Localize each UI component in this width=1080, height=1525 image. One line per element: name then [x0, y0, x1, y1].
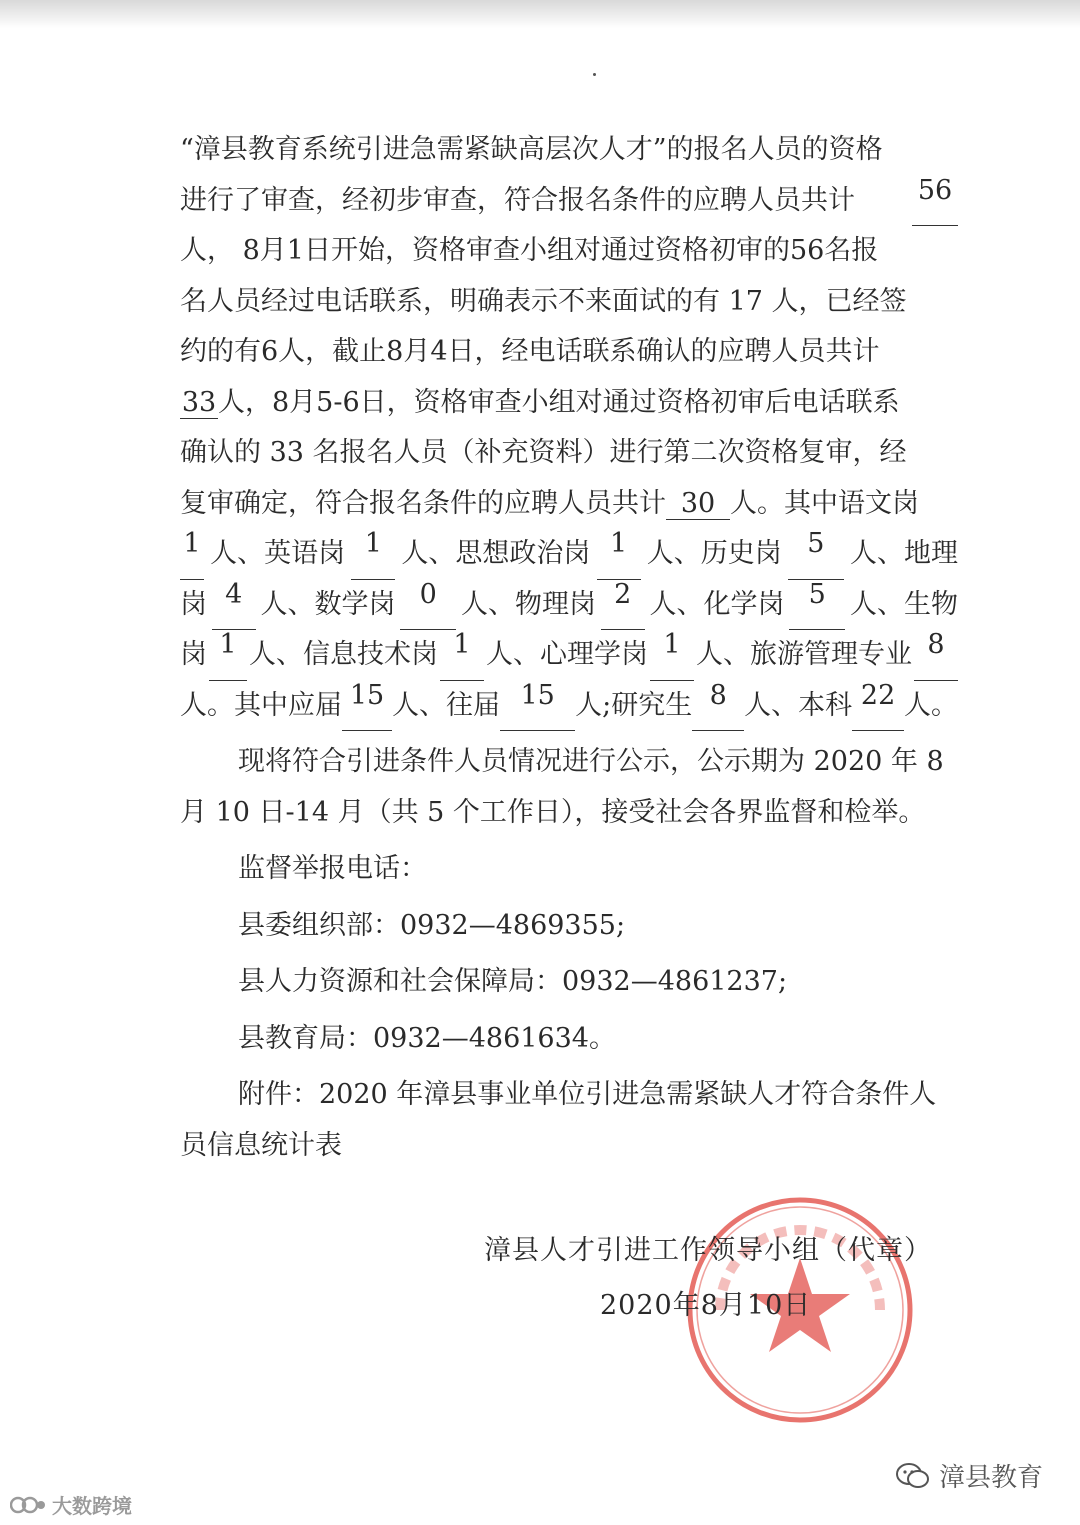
count-postgraduate: 8: [692, 681, 744, 732]
text: 名人员经过电话联系，明确表示不来面试的有 17 人，已经签: [180, 285, 907, 317]
watermark-right: [895, 1457, 1043, 1494]
text: 人、信息技术岗: [249, 639, 438, 670]
count-bachelor: 22: [852, 681, 904, 732]
text: 复审确定，符合报名条件的应聘人员共计: [180, 487, 666, 519]
para1-line2: [180, 176, 958, 227]
attachment-line1: 附件：2020 年漳县事业单位引进急需紧缺人才符合条件人: [238, 1079, 937, 1110]
count-psychology: 1: [650, 630, 694, 681]
text: 人。其中语文岗: [730, 487, 919, 519]
document-body: [180, 125, 958, 1171]
text: 岗: [180, 639, 207, 670]
text: 人、历史岗: [646, 538, 782, 569]
contacts-heading: 监督举报电话：: [238, 853, 427, 884]
text: 人。其中应届: [180, 689, 342, 721]
count-confirmed: 33: [181, 386, 217, 418]
count-total-applicants: 56: [912, 176, 958, 227]
count-past-graduates: 15: [500, 681, 575, 732]
para1-line5: [180, 327, 958, 378]
text: 人，8月5-6日，资格审查小组对通过资格初审后电话联系: [218, 386, 900, 418]
wechat-icon: [895, 1462, 931, 1490]
para1-line12: [180, 681, 958, 732]
contact-org-dept: 县委组织部：0932—4869355;: [238, 909, 626, 941]
text: 岗: [180, 588, 207, 620]
scan-top-shadow: [0, 0, 1080, 28]
count-physics: 2: [601, 580, 645, 631]
text: 人;研究生: [575, 689, 693, 721]
para1-line6: [180, 378, 958, 429]
text: 人、地理: [849, 538, 958, 569]
count-qualified: 30: [666, 489, 730, 520]
contact-education-bureau: 县教育局：0932—4861634。: [238, 1022, 616, 1054]
count-it: 1: [440, 630, 484, 681]
para2-line2: [180, 788, 958, 839]
text: 人、本科: [744, 689, 853, 721]
account-name: 漳县教育: [939, 1463, 1044, 1493]
para1-line9: [180, 529, 958, 580]
count-chemistry: 5: [789, 580, 845, 631]
count-tourism: 8: [914, 630, 958, 681]
signature-date: 2020年8月10日: [600, 1290, 812, 1321]
text: 人、英语岗: [210, 538, 346, 569]
text: 人、数学岗: [260, 588, 396, 620]
count-geography: 4: [212, 580, 256, 631]
text: “漳县教育系统引进急需紧缺高层次人才”的报名人员的资格: [180, 134, 883, 165]
brand-text: 大数跨境: [52, 1494, 132, 1518]
para1-line4: [180, 277, 958, 328]
count-fresh-graduates: 15: [342, 681, 392, 732]
text: 人、心理学岗: [486, 639, 648, 670]
text: 人、旅游管理专业: [696, 639, 912, 670]
count-chinese: 1: [180, 529, 204, 580]
para2-line1: [180, 737, 958, 788]
text: 人， 8月1日开始，资格审查小组对通过资格初审的56名报: [180, 235, 879, 266]
para1-line11: [180, 630, 958, 681]
text: 进行了审查，经初步审查，符合报名条件的应聘人员共计: [180, 184, 855, 216]
text: 人、往届: [392, 689, 501, 721]
text: 约的有6人，截止8月4日，经电话联系确认的应聘人员共计: [180, 336, 880, 367]
text: 月 10 日-14 月（共 5 个工作日），接受社会各界监督和检举。: [180, 796, 926, 828]
count-math: 0: [400, 580, 456, 631]
count-biology: 1: [209, 630, 247, 681]
para1-line10: [180, 580, 958, 631]
para1-line3: [180, 226, 958, 277]
text: 人、物理岗: [461, 588, 596, 620]
contact-hr-bureau: 县人力资源和社会保障局：0932—4861237;: [238, 966, 788, 997]
text: 人。: [904, 689, 958, 721]
text: 确认的 33 名报名人员（补充资料）进行第二次资格复审，经: [180, 437, 907, 468]
para1-line7: [180, 428, 958, 479]
count-politics: 1: [597, 529, 641, 580]
watermark-left: [10, 1490, 132, 1519]
scan-speck: [593, 73, 596, 76]
brand-logo-icon: [10, 1494, 46, 1516]
text: 人、思想政治岗: [401, 538, 591, 569]
count-english: 1: [351, 529, 395, 580]
para1-line1: [180, 125, 958, 176]
para1-line8: [180, 479, 958, 530]
attachment-line2: 员信息统计表: [180, 1129, 342, 1161]
text: 现将符合引进条件人员情况进行公示，公示期为 2020 年 8: [238, 746, 944, 777]
text: 人、化学岗: [649, 588, 785, 620]
count-history: 5: [788, 529, 844, 580]
text: 人、生物: [850, 588, 958, 620]
signature-org: 漳县人才引进工作领导小组（代章）: [484, 1235, 932, 1266]
